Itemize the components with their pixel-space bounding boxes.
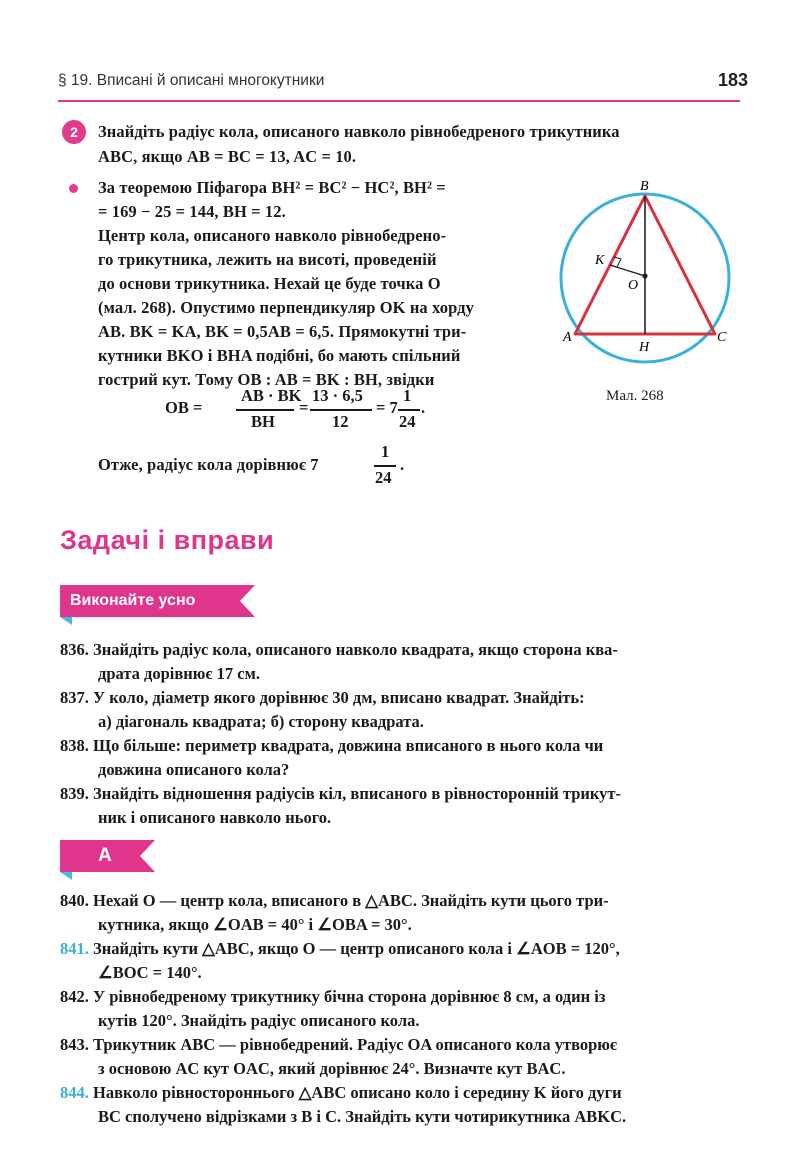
task-number: 839.: [60, 784, 89, 803]
figure-caption: Мал. 268: [606, 388, 664, 404]
triangle-circle-diagram: [555, 178, 750, 378]
label-b: B: [640, 179, 649, 194]
section-title: Задачі і вправи: [60, 525, 275, 555]
formula-mixed-denominator: 24: [399, 412, 416, 431]
label-c: C: [717, 330, 727, 345]
label-h: H: [639, 340, 650, 355]
page-number: 183: [717, 70, 748, 90]
task-text: Знайдіть відношення радіусів кіл, вписаного в рівносторонній трикут-: [93, 784, 622, 803]
solution-line-1: За теоремою Піфагора BH² = BC² − HC², BH² =: [98, 178, 446, 197]
task-839-cont: ник і описаного навколо нього.: [98, 808, 332, 827]
task-840: [60, 891, 609, 911]
task-843-cont: з основою AC кут OAC, який дорівнює 24°. Визначте кут BAC.: [98, 1059, 566, 1078]
task-842: [60, 987, 605, 1007]
formula-mixed-bar: [398, 409, 420, 411]
task-839: [60, 784, 621, 804]
example-problem-line-2: ABC, якщо AB = BC = 13, AC = 10.: [98, 147, 357, 166]
formula-frac1-bar: [236, 409, 294, 411]
task-844-cont: BC сполучено відрізками з B і C. Знайдіть кути чотирикутника ABKC.: [98, 1107, 627, 1126]
task-836-cont: драта дорівнює 17 см.: [98, 664, 260, 683]
task-text: Знайдіть радіус кола, описаного навколо квадрата, якщо сторона ква-: [93, 640, 618, 659]
solution-line-9: гострий кут. Тому OB : AB = BK : BH, звідки: [98, 370, 435, 389]
task-number: 837.: [60, 688, 89, 707]
solution-bullet: [69, 184, 78, 193]
task-text: У рівнобедреному трикутнику бічна сторона дорівнює 8 см, а один із: [93, 987, 606, 1006]
task-844: [60, 1083, 622, 1103]
task-838: [60, 736, 603, 756]
conclusion-bar: [374, 465, 396, 467]
conclusion-numerator: 1: [381, 442, 390, 461]
formula-frac2-numerator: 13 · 6,5: [312, 386, 363, 405]
label-o: O: [628, 278, 639, 293]
figure-268: [555, 178, 750, 378]
example-problem-line-1: Знайдіть радіус кола, описаного навколо рівнобедреного трикутника: [98, 122, 620, 141]
task-number: 838.: [60, 736, 89, 755]
example-number-badge: 2: [62, 120, 86, 144]
task-text: У коло, діаметр якого дорівнює 30 дм, вписано квадрат. Знайдіть:: [93, 688, 585, 707]
task-text: Нехай O — центр кола, вписаного в △ABC. Знайдіть кути цього три-: [93, 891, 609, 910]
solution-line-3: Центр кола, описаного навколо рівнобедрено-: [98, 226, 447, 245]
task-number: 842.: [60, 987, 89, 1006]
page-header: [58, 72, 748, 94]
formula-frac1-numerator: AB · BK: [241, 386, 302, 405]
solution-line-4: го трикутника, лежить на висоті, проведеній: [98, 250, 437, 269]
level-a-label: А: [98, 845, 112, 866]
task-number: 836.: [60, 640, 89, 659]
label-a: A: [563, 330, 572, 345]
task-number: 840.: [60, 891, 89, 910]
formula-lhs: OB =: [165, 398, 203, 417]
task-842-cont: кутів 120°. Знайдіть радіус описаного кола.: [98, 1011, 420, 1030]
task-837: [60, 688, 585, 708]
solution-line-7: AB. BK = KA, BK = 0,5AB = 6,5. Прямокутні три-: [98, 322, 467, 341]
solution-line-2: = 169 − 25 = 144, BH = 12.: [98, 202, 286, 221]
task-841: [60, 939, 620, 959]
task-text: Трикутник ABC — рівнобедрений. Радіус OA описаного кола утворює: [93, 1035, 618, 1054]
formula-frac1-denominator: BH: [251, 412, 275, 431]
formula-period: .: [421, 398, 426, 417]
task-840-cont: кутника, якщо ∠OAB = 40° і ∠OBA = 30°.: [98, 915, 412, 934]
task-841-cont: ∠BOC = 140°.: [98, 963, 202, 982]
center-point-o: [642, 273, 647, 278]
task-number: 843.: [60, 1035, 89, 1054]
task-text: Що більше: периметр квадрата, довжина вписаного в нього кола чи: [93, 736, 604, 755]
formula-frac2-denominator: 12: [332, 412, 349, 431]
perpendicular-ok: [610, 265, 645, 276]
formula-mixed-numerator: 1: [403, 386, 412, 405]
conclusion-period: .: [400, 455, 405, 474]
task-837-cont: а) діагональ квадрата; б) сторону квадрата.: [98, 712, 424, 731]
level-a-ribbon: [60, 840, 155, 874]
formula-equals-1: =: [299, 398, 309, 417]
formula-frac2-bar: [310, 409, 372, 411]
task-number-highlighted: 844.: [60, 1083, 89, 1102]
conclusion-denominator: 24: [375, 468, 392, 487]
oral-ribbon: [60, 585, 255, 619]
task-number-highlighted: 841.: [60, 939, 89, 958]
task-838-cont: довжина описаного кола?: [98, 760, 290, 779]
solution-line-5: до основи трикутника. Нехай це буде точка O: [98, 274, 441, 293]
conclusion-text: Отже, радіус кола дорівнює 7: [98, 455, 319, 474]
task-836: [60, 640, 618, 660]
formula-equals-2: = 7: [376, 398, 398, 417]
task-843: [60, 1035, 617, 1055]
label-k: K: [595, 253, 605, 268]
oral-ribbon-label: Виконайте усно: [70, 592, 196, 609]
task-text: Знайдіть кути △ABC, якщо O — центр описаного кола і ∠AOB = 120°,: [93, 939, 620, 958]
solution-line-6: (мал. 268). Опустимо перпендикуляр OK на хорду: [98, 298, 474, 317]
right-angle-mark: [614, 257, 621, 267]
task-text: Навколо рівностороннього △ABC описано коло і середину K його дуги: [93, 1083, 622, 1102]
solution-line-8: кутники BKO і BHA подібні, бо мають спільний: [98, 346, 461, 365]
header-divider: [58, 100, 740, 102]
section-header-title: § 19. Вписані й описані многокутники: [58, 72, 325, 89]
